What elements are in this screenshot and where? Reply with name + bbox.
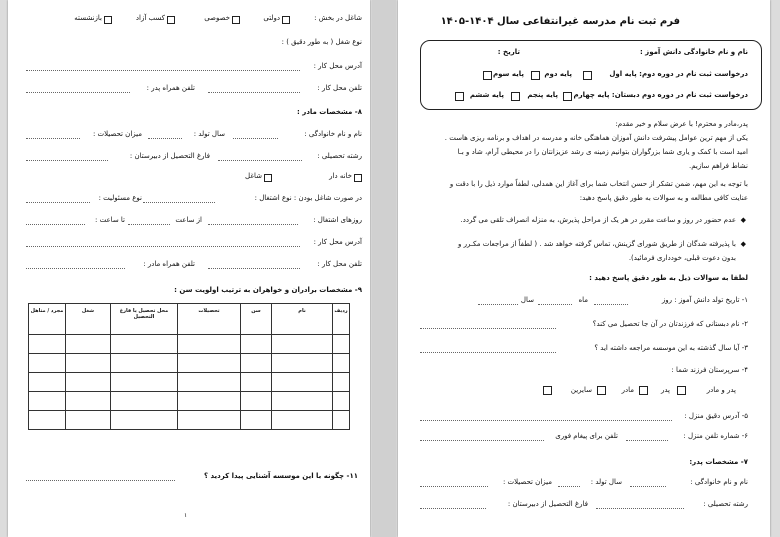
form-title: فرم ثبت نام مدرسه غیرانتفاعی سال ۱۴۰۴-۱۴۰۵ xyxy=(440,16,680,27)
mother-work-phone-line[interactable] xyxy=(208,268,300,269)
birth-month-line[interactable] xyxy=(538,304,572,305)
checkbox-employed[interactable] xyxy=(264,174,272,182)
request-first-period: درخواست ثبت نام در دوره دوم: پایه اول xyxy=(609,70,748,78)
siblings-table xyxy=(28,303,350,430)
intro-line-5: با توجه به این مهم، ضمن تشکر از حسن انتخاب شما برای آغاز این همدلی، لطفاً موارد ذیل را با دقت و xyxy=(449,180,748,188)
checkbox-guardian-other[interactable] xyxy=(543,386,552,395)
form-page-1 xyxy=(398,0,770,537)
table-row[interactable] xyxy=(29,411,350,430)
job-sector-label: شاغل در بخش : xyxy=(314,14,362,22)
responsibility-label: نوع مسئولیت : xyxy=(98,194,142,202)
mother-mobile-line[interactable] xyxy=(26,268,125,269)
birth-year-line[interactable] xyxy=(478,304,518,305)
intro-line-4: نشاط فراهم سازیم. xyxy=(689,162,748,170)
answer-heading: لطفا به سوالات ذیل به طور دقیق پاسخ دهید : xyxy=(589,274,748,282)
home-address-line[interactable] xyxy=(420,420,672,421)
checkbox-retired[interactable] xyxy=(104,16,112,24)
question-2: ۲- نام دبستانی که فرزندتان در آن جا تحصیل می کند؟ xyxy=(592,320,748,328)
mother-work-address-line[interactable] xyxy=(26,246,300,247)
from-hour-label: از ساعت xyxy=(175,216,202,224)
question-6: ۶- شماره تلفن منزل : xyxy=(683,432,748,440)
guardian-other-label: سایرین xyxy=(570,386,592,394)
question-4: ۴- سرپرستان فرزند شما : xyxy=(671,366,748,374)
father-graduated-label: فارغ التحصیل از دبیرستان : xyxy=(507,500,588,508)
work-days-label: روزهای اشتغال : xyxy=(313,216,362,224)
table-header-row xyxy=(29,304,350,335)
work-address-line[interactable] xyxy=(26,70,300,71)
grade-5-label: پایه پنجم xyxy=(527,91,558,99)
birth-month-label: ماه xyxy=(578,296,588,304)
table-row[interactable] xyxy=(29,373,350,392)
housewife-label: خانه دار xyxy=(329,172,352,180)
mother-graduated-line[interactable] xyxy=(26,160,108,161)
question-11-line[interactable] xyxy=(26,480,175,481)
father-birth-label: سال تولد : xyxy=(590,478,622,486)
guardian-mother-label: مادر xyxy=(621,386,634,394)
home-phone-line[interactable] xyxy=(626,440,668,441)
if-employed-label: در صورت شاغل بودن : نوع اشتغال : xyxy=(254,194,362,202)
father-section-title: ۷- مشخصات پدر: xyxy=(689,458,748,466)
mother-education-line[interactable] xyxy=(26,138,80,139)
intro-line-1: پدر،مادر و محترم! با عرض سلام و خیر مقدم: xyxy=(615,120,748,128)
father-education-line[interactable] xyxy=(420,486,488,487)
intro-line-6: عنایت کافی مطالعه و به سوالات به طور دقیق پاسخ دهید: xyxy=(579,194,748,202)
mother-birth-line[interactable] xyxy=(148,138,182,139)
checkbox-grade-6[interactable] xyxy=(455,92,464,101)
table-row[interactable] xyxy=(29,392,350,411)
checkbox-grade-1[interactable] xyxy=(583,71,592,80)
checkbox-guardian-both[interactable] xyxy=(677,386,686,395)
page-number: ۱ xyxy=(184,512,188,519)
father-mobile-label: تلفن همراه پدر : xyxy=(146,84,195,92)
question-3: ۳- آیا سال گذشته به این موسسه مراجعه داشته اید ؟ xyxy=(594,344,748,352)
father-birth-line[interactable] xyxy=(558,486,580,487)
mother-graduated-label: فارغ التحصیل از دبیرستان : xyxy=(129,152,210,160)
col-school-place: محل تحصیل یا فارغ التحصیل xyxy=(111,304,178,335)
question-1: ۱- تاریخ تولد دانش آموز : روز xyxy=(661,296,748,304)
father-mobile-line[interactable] xyxy=(26,92,130,93)
job-option-retired: بازنشسته xyxy=(74,14,102,22)
col-name: نام xyxy=(272,304,333,335)
work-phone-label: تلفن محل کار : xyxy=(317,84,362,92)
mother-field-line[interactable] xyxy=(218,160,302,161)
work-address-label: آدرس محل کار : xyxy=(313,62,362,70)
father-name-label: نام و نام خانوادگی : xyxy=(690,478,748,486)
checkbox-guardian-father[interactable] xyxy=(639,386,648,395)
table-row[interactable] xyxy=(29,354,350,373)
work-phone-line[interactable] xyxy=(208,92,300,93)
student-name-label: نام و نام خانوادگی دانش آموز : xyxy=(639,48,748,56)
col-age: سن xyxy=(241,304,272,335)
grade-3-label: پایه سوم xyxy=(493,70,524,78)
checkbox-governmental[interactable] xyxy=(282,16,290,24)
bullet-icon: ◆ xyxy=(740,216,746,224)
job-type-label: نوع شغل ( به طور دقیق ) : xyxy=(281,38,362,46)
employed-label: شاغل xyxy=(245,172,262,180)
question-5: ۵- آدرس دقیق منزل : xyxy=(684,412,748,420)
employment-type-line[interactable] xyxy=(143,202,215,203)
job-option-governmental: دولتی xyxy=(263,14,280,22)
grade-2-label: پایه دوم xyxy=(544,70,572,78)
date-label: تاریخ : xyxy=(497,48,520,56)
mother-work-phone-label: تلفن محل کار : xyxy=(317,260,362,268)
school-name-line[interactable] xyxy=(420,328,556,329)
mother-field-label: رشته تحصیلی : xyxy=(317,152,362,160)
work-days-line[interactable] xyxy=(208,224,298,225)
request-second-period: درخواست ثبت نام در دوره دوم دبستان: پایه چهارم xyxy=(573,91,748,99)
mother-mobile-label: تلفن همراه مادر : xyxy=(143,260,195,268)
responsibility-line[interactable] xyxy=(26,202,90,203)
bullet-icon: ◆ xyxy=(740,240,746,248)
from-hour-line[interactable] xyxy=(128,224,170,225)
note-contact-1: با پذیرفته شدگان از طریق شورای گزینش، تماس گرفته خواهد شد . ( لطفاً از مراجعات مکـرر و xyxy=(458,240,736,248)
mother-name-line[interactable] xyxy=(233,138,278,139)
siblings-section-title: ۹- مشخصات برادران و خواهران به ترتیب اولویت سن : xyxy=(174,286,362,294)
checkbox-grade-4[interactable] xyxy=(563,92,572,101)
note-absence: عدم حضور در روز و ساعت مقرر در هر یک از مراحل پذیرش، به منزله انصراف تلقی می گردد. xyxy=(460,216,736,224)
father-field-line[interactable] xyxy=(596,508,684,509)
mother-work-address-label: آدرس محل کار : xyxy=(313,238,362,246)
birth-year-label: سال xyxy=(520,296,534,304)
checkbox-grade-2[interactable] xyxy=(531,71,540,80)
checkbox-housewife[interactable] xyxy=(354,174,362,182)
father-field-label: رشته تحصیلی : xyxy=(703,500,748,508)
col-education: تحصیلات xyxy=(178,304,241,335)
mother-birth-label: سال تولد : xyxy=(193,130,225,138)
previous-visit-line[interactable] xyxy=(420,352,556,353)
intro-line-2: یکی از مهم ترین عوامل پیشرفت دانش آموزان هماهنگی خانه و مدرسه در اهداف و برنامه ریزی هاست . xyxy=(444,134,748,142)
note-contact-2: بدون دعوت قبلی، خودداری فرمائید). xyxy=(628,254,736,262)
col-marital: مجرد / متاهل xyxy=(29,304,66,335)
col-job: شغل xyxy=(66,304,111,335)
grade-6-label: پایه ششم xyxy=(469,91,504,99)
mother-name-label: نام و نام خانوادگی : xyxy=(304,130,362,138)
job-option-freelance: کسب آزاد xyxy=(135,14,165,22)
to-hour-label: تا ساعت : xyxy=(95,216,125,224)
table-row[interactable] xyxy=(29,335,350,354)
to-hour-line[interactable] xyxy=(26,224,85,225)
urgent-phone-line[interactable] xyxy=(420,440,544,441)
guardian-both-label: پدر و مادر xyxy=(706,386,736,394)
mother-section-title: ۸- مشخصات مادر : xyxy=(297,108,362,116)
intro-line-3: امید است با کمک و یاری شما بزرگواران بتوانیم زمینه ی رشد عزیزانتان را در محیطی آرام، شاد و بـا xyxy=(457,148,748,156)
checkbox-freelance[interactable] xyxy=(167,16,175,24)
checkbox-grade-5[interactable] xyxy=(511,92,520,101)
mother-education-label: میزان تحصیلات : xyxy=(92,130,142,138)
checkbox-guardian-mother[interactable] xyxy=(597,386,606,395)
checkbox-private[interactable] xyxy=(232,16,240,24)
guardian-father-label: پدر xyxy=(660,386,670,394)
father-name-line[interactable] xyxy=(630,486,666,487)
col-row-number: ردیف xyxy=(333,304,350,335)
father-education-label: میزان تحصیلات : xyxy=(502,478,552,486)
question-11: ۱۱- چگونه با این موسسه آشنایی پیدا کردید ؟ xyxy=(203,472,358,480)
urgent-phone-label: تلفن برای پیغام فوری xyxy=(555,432,618,440)
form-page-2 xyxy=(8,0,370,537)
job-option-private: خصوصی xyxy=(204,14,230,22)
birth-day-line[interactable] xyxy=(594,304,628,305)
page-gap xyxy=(372,0,396,537)
checkbox-grade-3[interactable] xyxy=(483,71,492,80)
father-graduated-line[interactable] xyxy=(420,508,486,509)
